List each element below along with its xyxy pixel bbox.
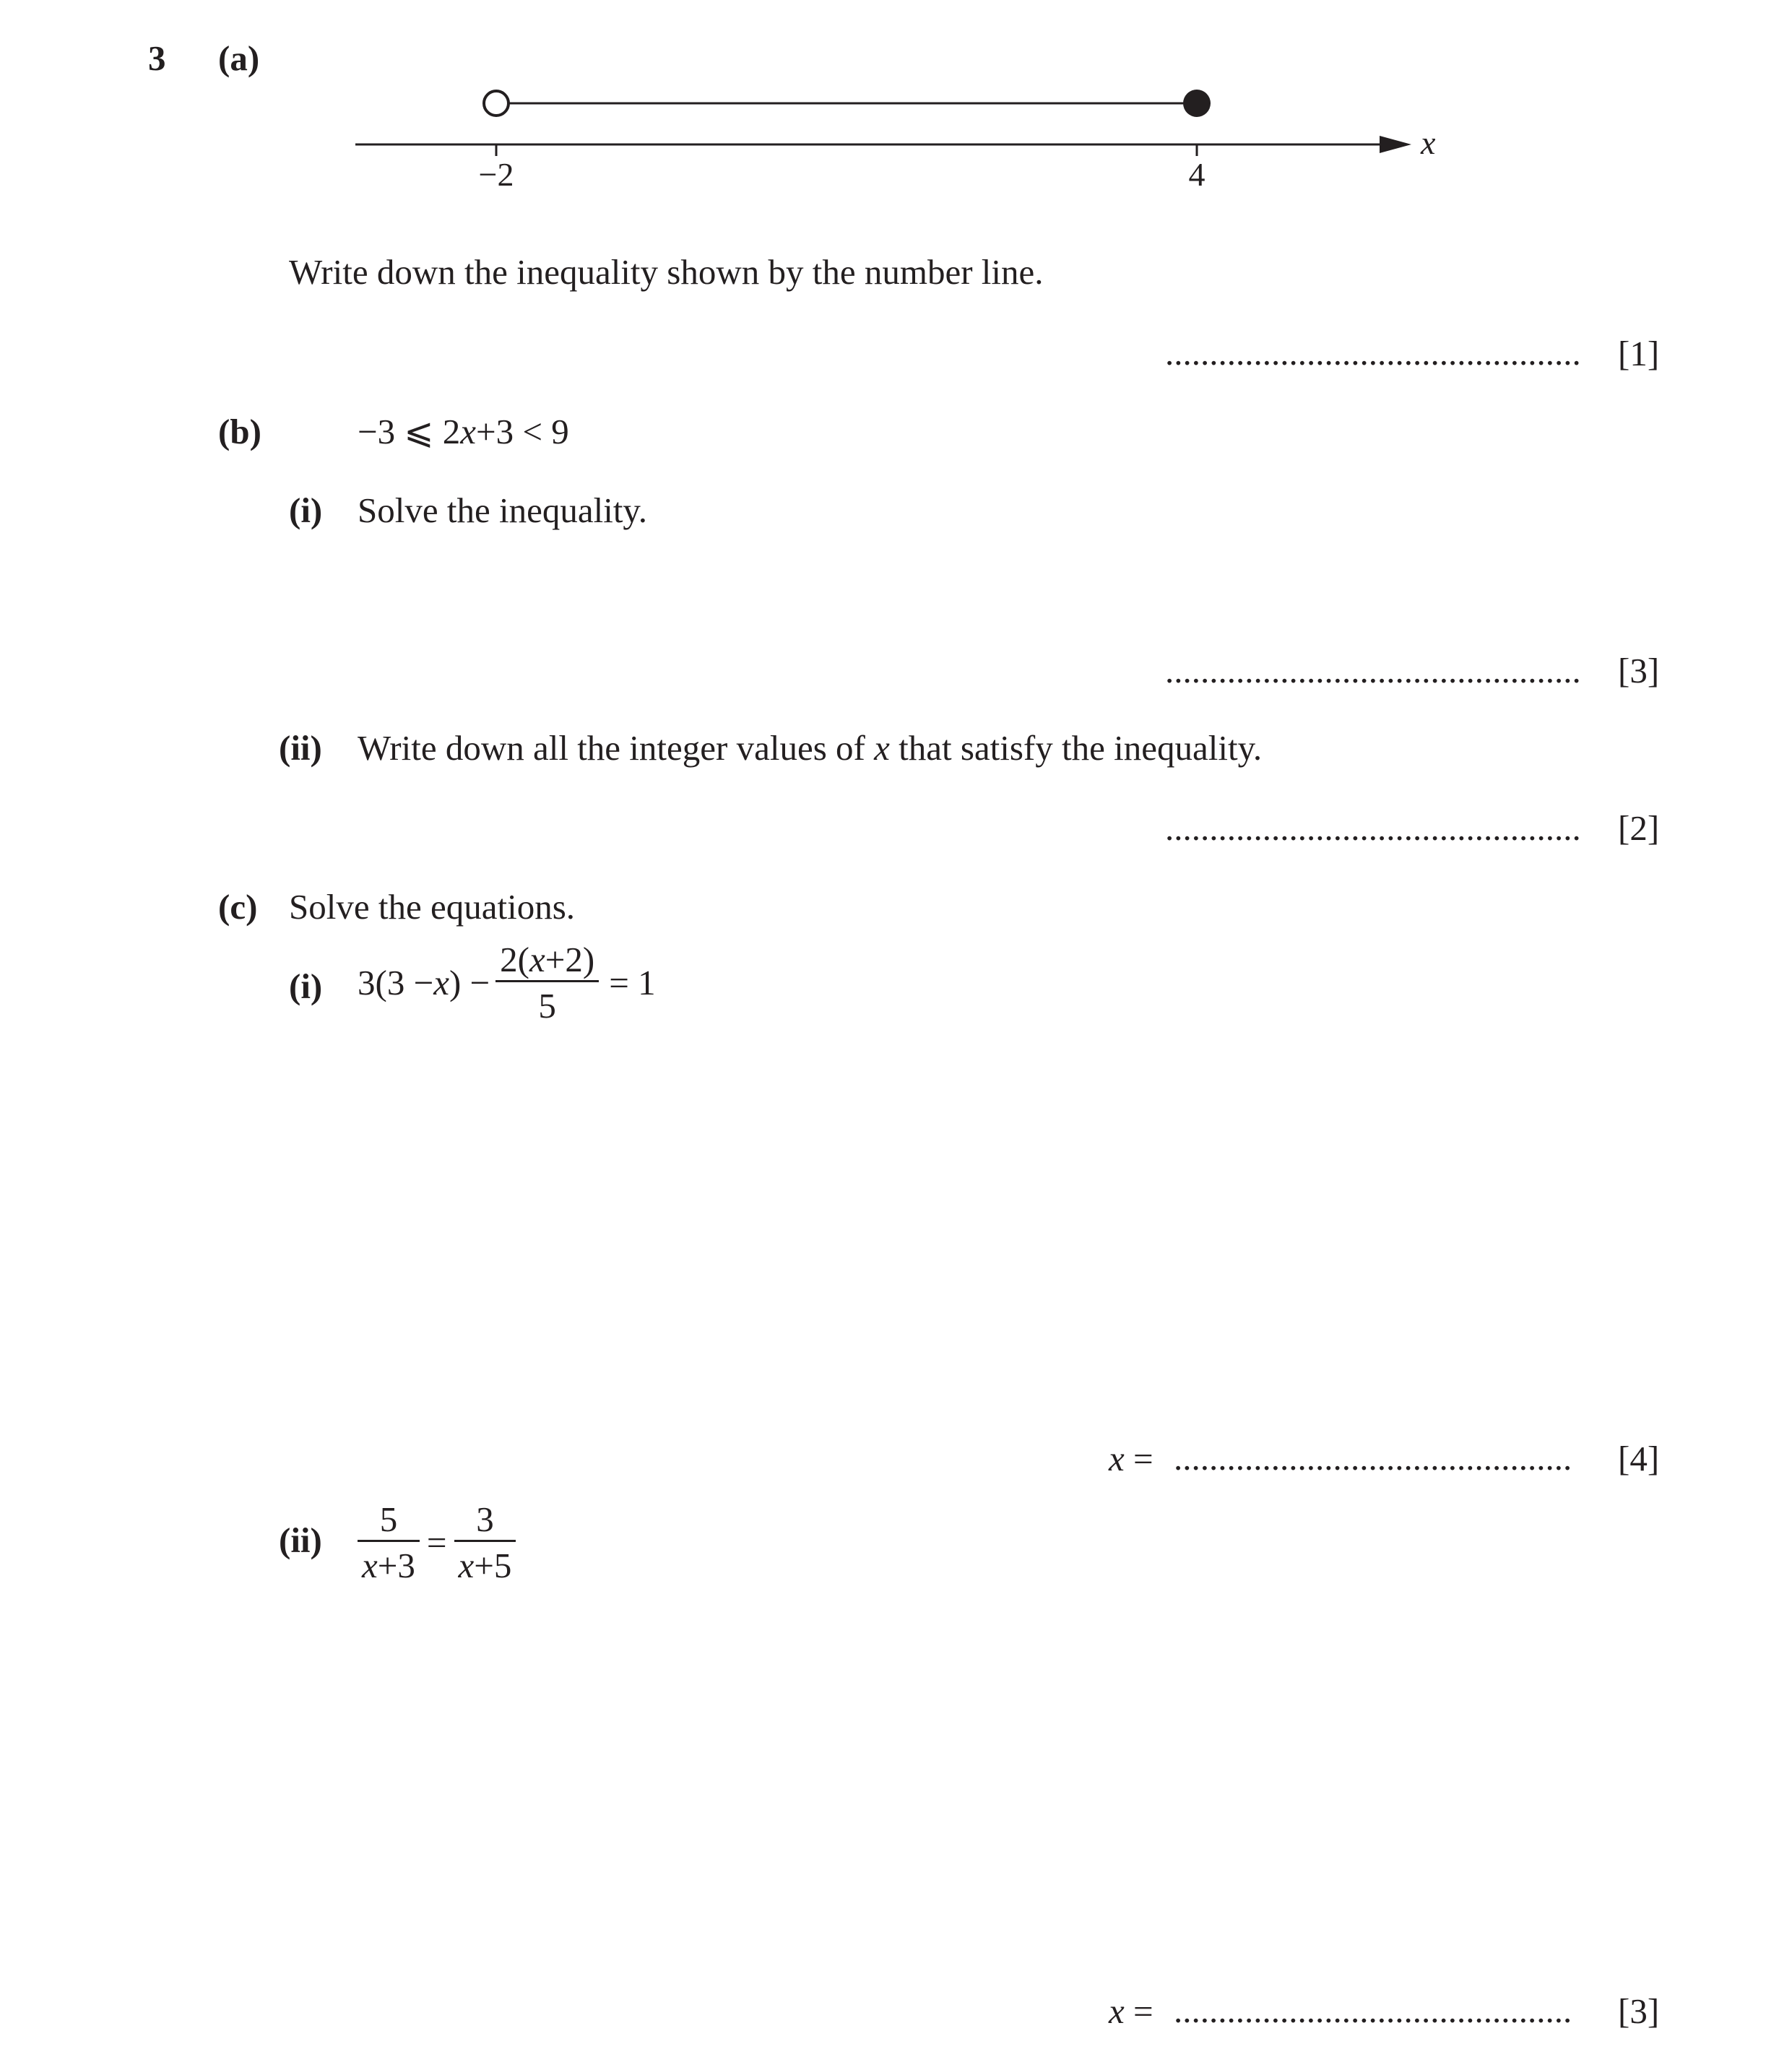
eq-i-frac-den: 5 (495, 980, 599, 1026)
eq-i-left-var: x (433, 963, 449, 1002)
eq-i-fraction (495, 939, 599, 1026)
part-b-ii-prompt-before: Write down all the integer values of (358, 728, 875, 768)
part-b-i-marks: [3] (1618, 651, 1660, 690)
part-b-ii-prompt (358, 730, 1262, 766)
part-c-ii-answer-eq: = (1124, 1991, 1153, 2031)
tick-label-right: 4 (1188, 156, 1206, 193)
part-b-ii-label: (ii) (279, 728, 322, 768)
part-c-i-answer-line[interactable]: ............................................. (1174, 1438, 1572, 1478)
part-c-i-answer-eq: = (1124, 1439, 1153, 1478)
part-a-marks: [1] (1618, 334, 1660, 373)
eq-i-frac-num-a: 2( (500, 940, 529, 979)
question-number: 3 (148, 38, 166, 78)
part-c-ii-answer-line[interactable]: ............................................. (1174, 1990, 1572, 2030)
part-c-ii-equation (358, 1499, 516, 1586)
part-c-i-answer-var: x (1109, 1439, 1125, 1478)
part-a-label: (a) (218, 38, 260, 78)
open-endpoint-circle (484, 91, 508, 116)
part-c-prompt: Solve the equations. (289, 887, 576, 927)
eq-ii-frac1-den-var: x (362, 1546, 378, 1585)
eq-i-left-a: 3(3 − (358, 963, 434, 1002)
part-b-i-prompt: Solve the inequality. (358, 490, 647, 530)
part-b-label: (b) (218, 412, 261, 451)
part-b-inequality (358, 414, 569, 449)
eq-i-right: = 1 (609, 963, 656, 1002)
inequality-var: x (460, 412, 476, 451)
part-c-i-label: (i) (289, 966, 323, 1006)
part-b-i-label: (i) (289, 490, 323, 530)
part-c-ii-marks: [3] (1618, 1991, 1660, 2031)
eq-ii-frac2-den-rest: +5 (474, 1546, 512, 1585)
part-c-ii-answer-prefix (1109, 1993, 1153, 2029)
part-b-ii-answer-line[interactable]: ............................................... (1165, 808, 1581, 848)
eq-ii-frac2-num: 3 (476, 1499, 494, 1539)
part-b-ii-prompt-var: x (874, 728, 890, 768)
part-a-prompt: Write down the inequality shown by the number line. (289, 252, 1044, 292)
tick-label-left: −2 (478, 156, 514, 193)
axis-label-x: x (1421, 124, 1436, 161)
part-c-ii-answer-var: x (1109, 1991, 1125, 2031)
part-c-label: (c) (218, 887, 258, 927)
eq-ii-equals: = (426, 1522, 447, 1562)
eq-i-frac-num-b: +2) (545, 940, 595, 979)
eq-ii-frac2-den-var: x (458, 1546, 475, 1585)
part-c-i-equation (358, 939, 656, 1026)
part-c-i-marks: [4] (1618, 1439, 1660, 1478)
part-c-i-answer-prefix (1109, 1441, 1153, 1476)
eq-ii-frac1-num: 5 (379, 1499, 398, 1539)
part-b-i-answer-line[interactable]: ............................................... (1165, 651, 1581, 690)
closed-endpoint-circle (1183, 90, 1211, 117)
eq-i-frac-num-var: x (529, 940, 545, 979)
eq-ii-frac1-den-rest: +3 (377, 1546, 415, 1585)
eq-ii-fraction-2 (454, 1499, 516, 1586)
x-axis-arrowhead (1380, 136, 1411, 153)
part-b-ii-marks: [2] (1618, 808, 1660, 848)
eq-i-left-b: ) − (449, 963, 490, 1002)
part-c-ii-label: (ii) (279, 1520, 322, 1560)
number-line (339, 72, 1466, 231)
inequality-rhs: +3 < 9 (475, 412, 569, 451)
eq-ii-fraction-1 (358, 1499, 420, 1586)
inequality-lhs: −3 ⩽ 2 (358, 412, 461, 451)
part-a-answer-line[interactable]: ............................................... (1165, 333, 1581, 373)
part-b-ii-prompt-after: that satisfy the inequality. (889, 728, 1263, 768)
